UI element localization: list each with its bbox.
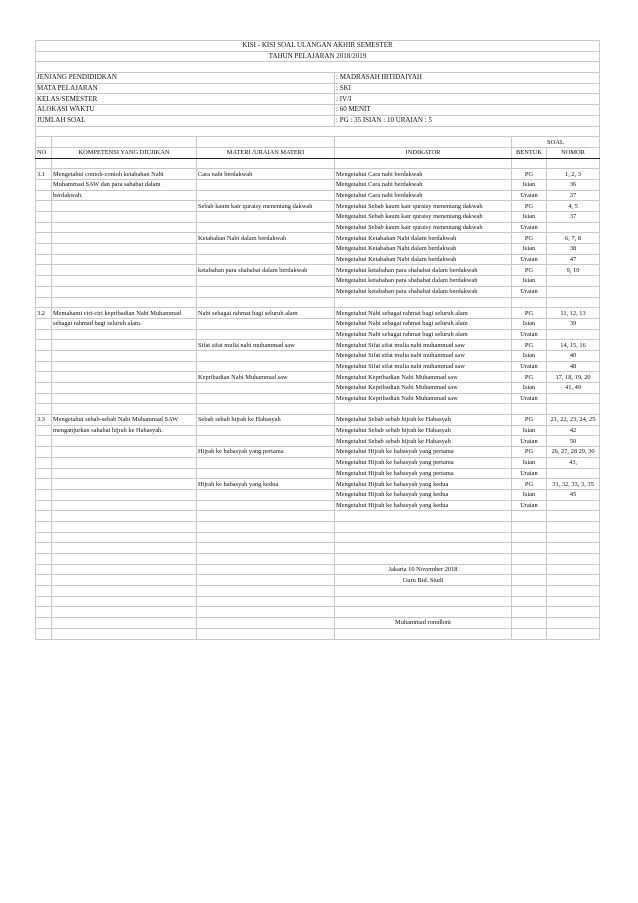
- row-kompetensi: [52, 468, 197, 479]
- row-no: [36, 479, 52, 490]
- row-materi: Hijrah ke habasyah yang pertama: [197, 447, 335, 458]
- row-indikator: Mengetahui Cara nabi berdakwah: [335, 169, 512, 180]
- row-nomor: 42: [547, 425, 600, 436]
- table-row: [36, 500, 600, 511]
- row-no: [36, 222, 52, 233]
- table-row: [36, 233, 600, 244]
- col-indikator-header: INDIKATOR: [335, 147, 512, 158]
- row-nomor: [547, 500, 600, 511]
- col-nomor-header: NOMOR: [547, 147, 600, 158]
- row-indikator: Mengetahui Sebab sebab hijrah ke Habasyah: [335, 425, 512, 436]
- row-no: [36, 265, 52, 276]
- row-bentuk: PG: [512, 340, 547, 351]
- row-indikator: Mengetahui Ketabahan Nabi dalam berdakwah: [335, 254, 512, 265]
- signature-date: Jakarta 10 November 2018: [335, 564, 512, 575]
- row-materi: [197, 276, 335, 287]
- row-materi: [197, 383, 335, 394]
- info-row: [36, 94, 600, 105]
- signature-role: Guru Bid. Studi: [335, 575, 512, 586]
- row-indikator: Mengetahui Kepribadian Nabi Muhammad saw: [335, 372, 512, 383]
- col-kompetensi-header: KOMPETENSI YANG DIUJIKAN: [52, 147, 197, 158]
- row-nomor: 36: [547, 179, 600, 190]
- row-materi: [197, 212, 335, 223]
- row-kompetensi: [52, 201, 197, 212]
- info-label: JENJANG PENDIDIDKAN: [36, 73, 335, 84]
- row-nomor: 31, 32, 33, 3, 35: [547, 479, 600, 490]
- row-materi: [197, 297, 335, 308]
- row-bentuk: Isian: [512, 425, 547, 436]
- row-indikator: Mengetahui Cara nabi berdakwah: [335, 179, 512, 190]
- row-no: [36, 212, 52, 223]
- table-row: [36, 222, 600, 233]
- row-indikator: Mengetahui Sebab kaum kair quraisy menentang dakwah: [335, 212, 512, 223]
- row-nomor: 37: [547, 212, 600, 223]
- row-kompetensi: [52, 361, 197, 372]
- table-row: [36, 468, 600, 479]
- row-bentuk: PG: [512, 169, 547, 180]
- row-materi: [197, 179, 335, 190]
- row-nomor: 38: [547, 244, 600, 255]
- row-bentuk: PG: [512, 265, 547, 276]
- row-kompetensi: sebagai rahmad bagi seluruh alam.: [52, 318, 197, 329]
- info-label: KELAS/SEMESTER: [36, 94, 335, 105]
- row-indikator: Mengetahui Hijrah ke habasyah yang pertama: [335, 447, 512, 458]
- row-nomor: [547, 286, 600, 297]
- row-no: [36, 286, 52, 297]
- row-bentuk: Uraian: [512, 329, 547, 340]
- row-materi: [197, 436, 335, 447]
- row-indikator: Mengetahui Hijrah ke habasyah yang kedua: [335, 489, 512, 500]
- row-materi: Sebab kaum kair quraisy menentang dakwah: [197, 201, 335, 212]
- row-bentuk: PG: [512, 372, 547, 383]
- row-indikator: Mengetahui Nabi sebagai rahmat bagi seluruh alam: [335, 308, 512, 319]
- row-bentuk: Uraian: [512, 286, 547, 297]
- row-no: 3.2: [36, 308, 52, 319]
- col-materi-header: MATERI /URAIAN MATERI: [197, 147, 335, 158]
- row-nomor: 11, 12, 13: [547, 308, 600, 319]
- row-materi: [197, 468, 335, 479]
- row-no: [36, 329, 52, 340]
- row-no: [36, 372, 52, 383]
- table-row: [36, 457, 600, 468]
- table-row: [36, 286, 600, 297]
- row-indikator: Mengetahui Sifat sifat mulia nabi muhammad saw: [335, 350, 512, 361]
- table-row: [36, 308, 600, 319]
- row-no: [36, 383, 52, 394]
- row-materi: Cara nabi berdakwah: [197, 169, 335, 180]
- info-value: : IV/I: [335, 94, 600, 105]
- row-bentuk: [512, 404, 547, 415]
- table-row: [36, 447, 600, 458]
- row-indikator: Mengetahui Sifat sifat mulia nabi muhammad saw: [335, 361, 512, 372]
- row-kompetensi: [52, 212, 197, 223]
- info-value: : SKI: [335, 83, 600, 94]
- row-nomor: [547, 297, 600, 308]
- soal-header: SOAL: [512, 137, 600, 148]
- row-bentuk: Uraian: [512, 500, 547, 511]
- row-nomor: 50: [547, 436, 600, 447]
- row-kompetensi: [52, 340, 197, 351]
- row-materi: [197, 500, 335, 511]
- row-no: [36, 244, 52, 255]
- row-kompetensi: [52, 447, 197, 458]
- row-kompetensi: [52, 244, 197, 255]
- row-materi: [197, 286, 335, 297]
- row-nomor: 17, 18, 19, 20: [547, 372, 600, 383]
- row-no: [36, 201, 52, 212]
- row-bentuk: Isian: [512, 350, 547, 361]
- signature-name: Muhammad romdloni: [335, 618, 512, 629]
- info-label: JUMLAH SOAL: [36, 115, 335, 126]
- info-row: [36, 105, 600, 116]
- table-row: [36, 425, 600, 436]
- kisi-kisi-sheet: [35, 40, 599, 640]
- row-no: [36, 468, 52, 479]
- row-indikator: [335, 404, 512, 415]
- info-label: ALOKASI WAKTU: [36, 105, 335, 116]
- row-indikator: Mengetahui Nabi sebagai rahmat bagi seluruh alam: [335, 329, 512, 340]
- row-nomor: 43,: [547, 457, 600, 468]
- info-value: : PG : 35 ISIAN : 10 URAIAN : 5: [335, 115, 600, 126]
- row-indikator: Mengetahui Kepribadian Nabi Muhammad saw: [335, 393, 512, 404]
- table-row: [36, 489, 600, 500]
- row-no: [36, 457, 52, 468]
- row-indikator: Mengetahui Nabi sebagai rahmat bagi seluruh alam: [335, 318, 512, 329]
- row-bentuk: PG: [512, 479, 547, 490]
- row-bentuk: Uraian: [512, 254, 547, 265]
- row-nomor: [547, 329, 600, 340]
- col-bentuk-header: BENTUK: [512, 147, 547, 158]
- row-indikator: Mengetahui Hijrah ke habasyah yang pertama: [335, 457, 512, 468]
- row-indikator: Mengetahui Sebab kaum kair quraisy menentang dakwah: [335, 222, 512, 233]
- row-bentuk: Isian: [512, 179, 547, 190]
- row-no: [36, 190, 52, 201]
- row-no: 3.1: [36, 169, 52, 180]
- row-kompetensi: [52, 329, 197, 340]
- row-no: [36, 436, 52, 447]
- row-bentuk: Uraian: [512, 222, 547, 233]
- row-kompetensi: [52, 350, 197, 361]
- row-bentuk: PG: [512, 233, 547, 244]
- row-materi: [197, 404, 335, 415]
- row-indikator: Mengetahui ketabahan para shahabat dalam berdakwah: [335, 286, 512, 297]
- row-no: [36, 425, 52, 436]
- row-bentuk: Isian: [512, 276, 547, 287]
- row-nomor: 47: [547, 254, 600, 265]
- row-nomor: 9, 10: [547, 265, 600, 276]
- row-materi: [197, 425, 335, 436]
- info-row: [36, 115, 600, 126]
- info-label: MATA PELAJARAN: [36, 83, 335, 94]
- table-row: [36, 436, 600, 447]
- row-kompetensi: [52, 254, 197, 265]
- row-kompetensi: [52, 489, 197, 500]
- row-bentuk: Uraian: [512, 190, 547, 201]
- table-row: [36, 179, 600, 190]
- row-materi: Sifat sifat mulia nabi muhammad saw: [197, 340, 335, 351]
- row-indikator: Mengetahui ketabahan para shahabat dalam berdakwah: [335, 265, 512, 276]
- row-bentuk: Isian: [512, 457, 547, 468]
- row-indikator: Mengetahui Hijrah ke habasyah yang kedua: [335, 500, 512, 511]
- table-row: [36, 340, 600, 351]
- row-no: [36, 179, 52, 190]
- col-no-header: NO: [36, 147, 52, 158]
- row-bentuk: Isian: [512, 318, 547, 329]
- row-kompetensi: [52, 500, 197, 511]
- row-indikator: Mengetahui Ketabahan Nabi dalam berdakwah: [335, 233, 512, 244]
- row-indikator: Mengetahui Sebab kaum kair quraisy menentang dakwah: [335, 201, 512, 212]
- row-kompetensi: [52, 457, 197, 468]
- row-kompetensi: [52, 222, 197, 233]
- row-bentuk: [512, 297, 547, 308]
- row-materi: [197, 254, 335, 265]
- row-bentuk: Isian: [512, 489, 547, 500]
- row-kompetensi: [52, 404, 197, 415]
- table-row: [36, 350, 600, 361]
- row-indikator: Mengetahui ketabahan para shahabat dalam berdakwah: [335, 276, 512, 287]
- row-materi: [197, 393, 335, 404]
- row-materi: Sebab sebab hijrah ke Habasyah: [197, 415, 335, 426]
- table-row: [36, 254, 600, 265]
- row-materi: ketabahan para shahabat dalam berdakwah: [197, 265, 335, 276]
- row-nomor: 40: [547, 350, 600, 361]
- row-no: [36, 318, 52, 329]
- row-kompetensi: [52, 479, 197, 490]
- row-kompetensi: [52, 233, 197, 244]
- row-kompetensi: menganjurkan sahabat hijrah ke Habasyah.: [52, 425, 197, 436]
- info-row: [36, 83, 600, 94]
- row-no: [36, 361, 52, 372]
- row-kompetensi: berdakwah.: [52, 190, 197, 201]
- table-row: [36, 415, 600, 426]
- row-no: [36, 276, 52, 287]
- row-indikator: Mengetahui Sifat sifat mulia nabi muhammad saw: [335, 340, 512, 351]
- row-no: [36, 297, 52, 308]
- row-materi: [197, 361, 335, 372]
- table-row: [36, 318, 600, 329]
- row-materi: Nabi sebagai rahmat bagi seluruh alam: [197, 308, 335, 319]
- row-materi: [197, 318, 335, 329]
- row-materi: [197, 190, 335, 201]
- row-indikator: Mengetahui Sebab sebab hijrah ke Habasyah: [335, 436, 512, 447]
- row-materi: Ketabahan Nabi dalam berdakwah: [197, 233, 335, 244]
- row-kompetensi: [52, 297, 197, 308]
- row-materi: [197, 457, 335, 468]
- row-kompetensi: [52, 436, 197, 447]
- table-row: [36, 244, 600, 255]
- row-materi: [197, 222, 335, 233]
- row-nomor: 26, 27, 28 29, 30: [547, 447, 600, 458]
- table-row: [36, 479, 600, 490]
- row-nomor: [547, 468, 600, 479]
- table-row: [36, 372, 600, 383]
- row-bentuk: PG: [512, 415, 547, 426]
- row-no: [36, 340, 52, 351]
- row-indikator: Mengetahui Sebab sebab hijrah ke Habasyah: [335, 415, 512, 426]
- row-no: [36, 393, 52, 404]
- column-header-row: [36, 147, 600, 158]
- row-bentuk: PG: [512, 447, 547, 458]
- row-indikator: Mengetahui Ketabahan Nabi dalam berdakwah: [335, 244, 512, 255]
- row-nomor: 14, 15, 16: [547, 340, 600, 351]
- row-materi: [197, 489, 335, 500]
- info-row: [36, 73, 600, 84]
- table-row: [36, 383, 600, 394]
- row-kompetensi: [52, 372, 197, 383]
- info-value: : 60 MENIT: [335, 105, 600, 116]
- row-materi: [197, 244, 335, 255]
- row-kompetensi: Mengetahui contoh-contoh ketabahan Nabi: [52, 169, 197, 180]
- table-row: [36, 212, 600, 223]
- row-bentuk: PG: [512, 308, 547, 319]
- row-no: [36, 500, 52, 511]
- row-kompetensi: [52, 393, 197, 404]
- row-no: [36, 350, 52, 361]
- info-value: : MADRASAH IBTIDAIYAH: [335, 73, 600, 84]
- row-indikator: Mengetahui Kepribadian Nabi Muhammad saw: [335, 383, 512, 394]
- row-nomor: 21, 22, 23, 24, 25: [547, 415, 600, 426]
- row-no: [36, 254, 52, 265]
- row-kompetensi: Muhammad SAW dan para sahabat dalam: [52, 179, 197, 190]
- row-materi: [197, 329, 335, 340]
- row-nomor: 1, 2, 3: [547, 169, 600, 180]
- row-nomor: 48: [547, 361, 600, 372]
- table-row: [36, 169, 600, 180]
- row-no: 3.3: [36, 415, 52, 426]
- table-row: [36, 329, 600, 340]
- table-row: [36, 201, 600, 212]
- row-bentuk: Uraian: [512, 436, 547, 447]
- academic-year: TAHUN PELAJARAN 2018/2019: [36, 51, 600, 62]
- table-row: [36, 190, 600, 201]
- row-nomor: 41, 49: [547, 383, 600, 394]
- row-nomor: 39: [547, 318, 600, 329]
- row-kompetensi: Mengetahui sebab-sebab Nabi Muhammad SAW: [52, 415, 197, 426]
- table-row: [36, 393, 600, 404]
- row-nomor: [547, 222, 600, 233]
- row-kompetensi: Memahami ciri-ciri kepribadian Nabi Muhammad: [52, 308, 197, 319]
- row-materi: Kepribadian Nabi Muhammad saw: [197, 372, 335, 383]
- row-no: [36, 404, 52, 415]
- row-nomor: 37: [547, 190, 600, 201]
- row-bentuk: Uraian: [512, 393, 547, 404]
- table-row: [36, 297, 600, 308]
- row-materi: [197, 350, 335, 361]
- row-indikator: Mengetahui Hijrah ke habasyah yang kedua: [335, 479, 512, 490]
- row-bentuk: Uraian: [512, 361, 547, 372]
- row-indikator: [335, 297, 512, 308]
- document-title: KISI - KISI SOAL ULANGAN AKHIR SEMESTER: [36, 41, 600, 52]
- row-kompetensi: [52, 286, 197, 297]
- row-bentuk: PG: [512, 201, 547, 212]
- row-nomor: [547, 393, 600, 404]
- row-nomor: 4, 5: [547, 201, 600, 212]
- row-materi: Hijrah ke habasyah yang kedua: [197, 479, 335, 490]
- row-kompetensi: [52, 276, 197, 287]
- table-row: [36, 265, 600, 276]
- row-kompetensi: [52, 265, 197, 276]
- table-row: [36, 276, 600, 287]
- row-indikator: Mengetahui Cara nabi berdakwah: [335, 190, 512, 201]
- row-kompetensi: [52, 383, 197, 394]
- row-indikator: Mengetahui Hijrah ke habasyah yang pertama: [335, 468, 512, 479]
- row-no: [36, 233, 52, 244]
- row-nomor: [547, 276, 600, 287]
- row-bentuk: Isian: [512, 212, 547, 223]
- row-bentuk: Isian: [512, 244, 547, 255]
- row-bentuk: Uraian: [512, 468, 547, 479]
- row-nomor: [547, 404, 600, 415]
- kisi-table: [35, 40, 600, 640]
- row-nomor: 6, 7, 8: [547, 233, 600, 244]
- row-bentuk: Isian: [512, 383, 547, 394]
- row-no: [36, 447, 52, 458]
- row-no: [36, 489, 52, 500]
- table-row: [36, 361, 600, 372]
- row-nomor: 45: [547, 489, 600, 500]
- table-row: [36, 404, 600, 415]
